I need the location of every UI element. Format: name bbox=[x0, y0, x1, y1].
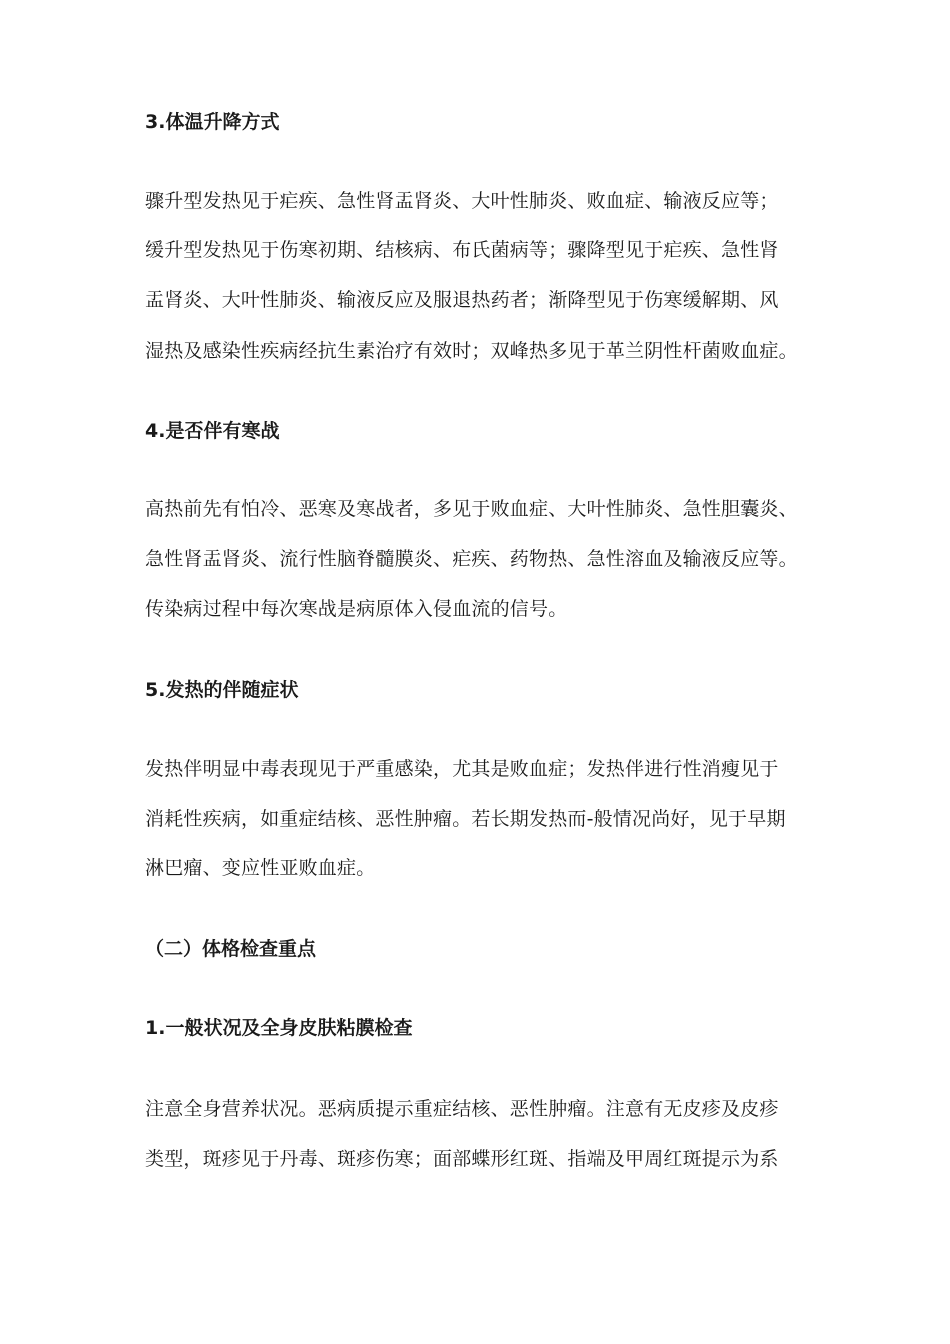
paragraph-line: 消耗性疾病，如重症结核、恶性肿瘤。若长期发热而-般情况尚好，见于早期 bbox=[145, 808, 786, 830]
paragraph-line: 骤升型发热见于疟疾、急性肾盂肾炎、大叶性肺炎、败血症、输液反应等； bbox=[145, 190, 779, 212]
paragraph-line: 盂肾炎、大叶性肺炎、输液反应及服退热药者；渐降型见于伤寒缓解期、风 bbox=[145, 289, 779, 311]
paragraph-line: 淋巴瘤、变应性亚败血症。 bbox=[145, 857, 376, 879]
paragraph-line: 急性肾盂肾炎、流行性脑脊髓膜炎、疟疾、药物热、急性溶血及输液反应等。 bbox=[145, 548, 798, 570]
paragraph-line: 发热伴明显中毒表现见于严重感染，尤其是败血症；发热伴进行性消瘦见于 bbox=[145, 758, 779, 780]
section-heading-1: 1.一般状况及全身皮肤粘膜检查 bbox=[145, 1017, 413, 1039]
paragraph-line: 湿热及感染性疾病经抗生素治疗有效时；双峰热多见于革兰阴性杆菌败血症。 bbox=[145, 340, 798, 362]
section-heading-3: 3.体温升降方式 bbox=[145, 111, 280, 133]
paragraph-line: 传染病过程中每次寒战是病原体入侵血流的信号。 bbox=[145, 598, 568, 620]
paragraph-line: 高热前先有怕冷、恶寒及寒战者，多见于败血症、大叶性肺炎、急性胆囊炎、 bbox=[145, 498, 798, 520]
paragraph-line: 类型，斑疹见于丹毒、斑疹伤寒；面部蝶形红斑、指端及甲周红斑提示为系 bbox=[145, 1148, 779, 1170]
paragraph-line: 缓升型发热见于伤寒初期、结核病、布氏菌病等；骤降型见于疟疾、急性肾 bbox=[145, 239, 779, 261]
section-heading-5: 5.发热的伴随症状 bbox=[145, 679, 299, 701]
paragraph-line: 注意全身营养状况。恶病质提示重症结核、恶性肿瘤。注意有无皮疹及皮疹 bbox=[145, 1098, 779, 1120]
section-heading-physical-exam: （二）体格检查重点 bbox=[145, 938, 317, 960]
section-heading-4: 4.是否伴有寒战 bbox=[145, 420, 280, 442]
